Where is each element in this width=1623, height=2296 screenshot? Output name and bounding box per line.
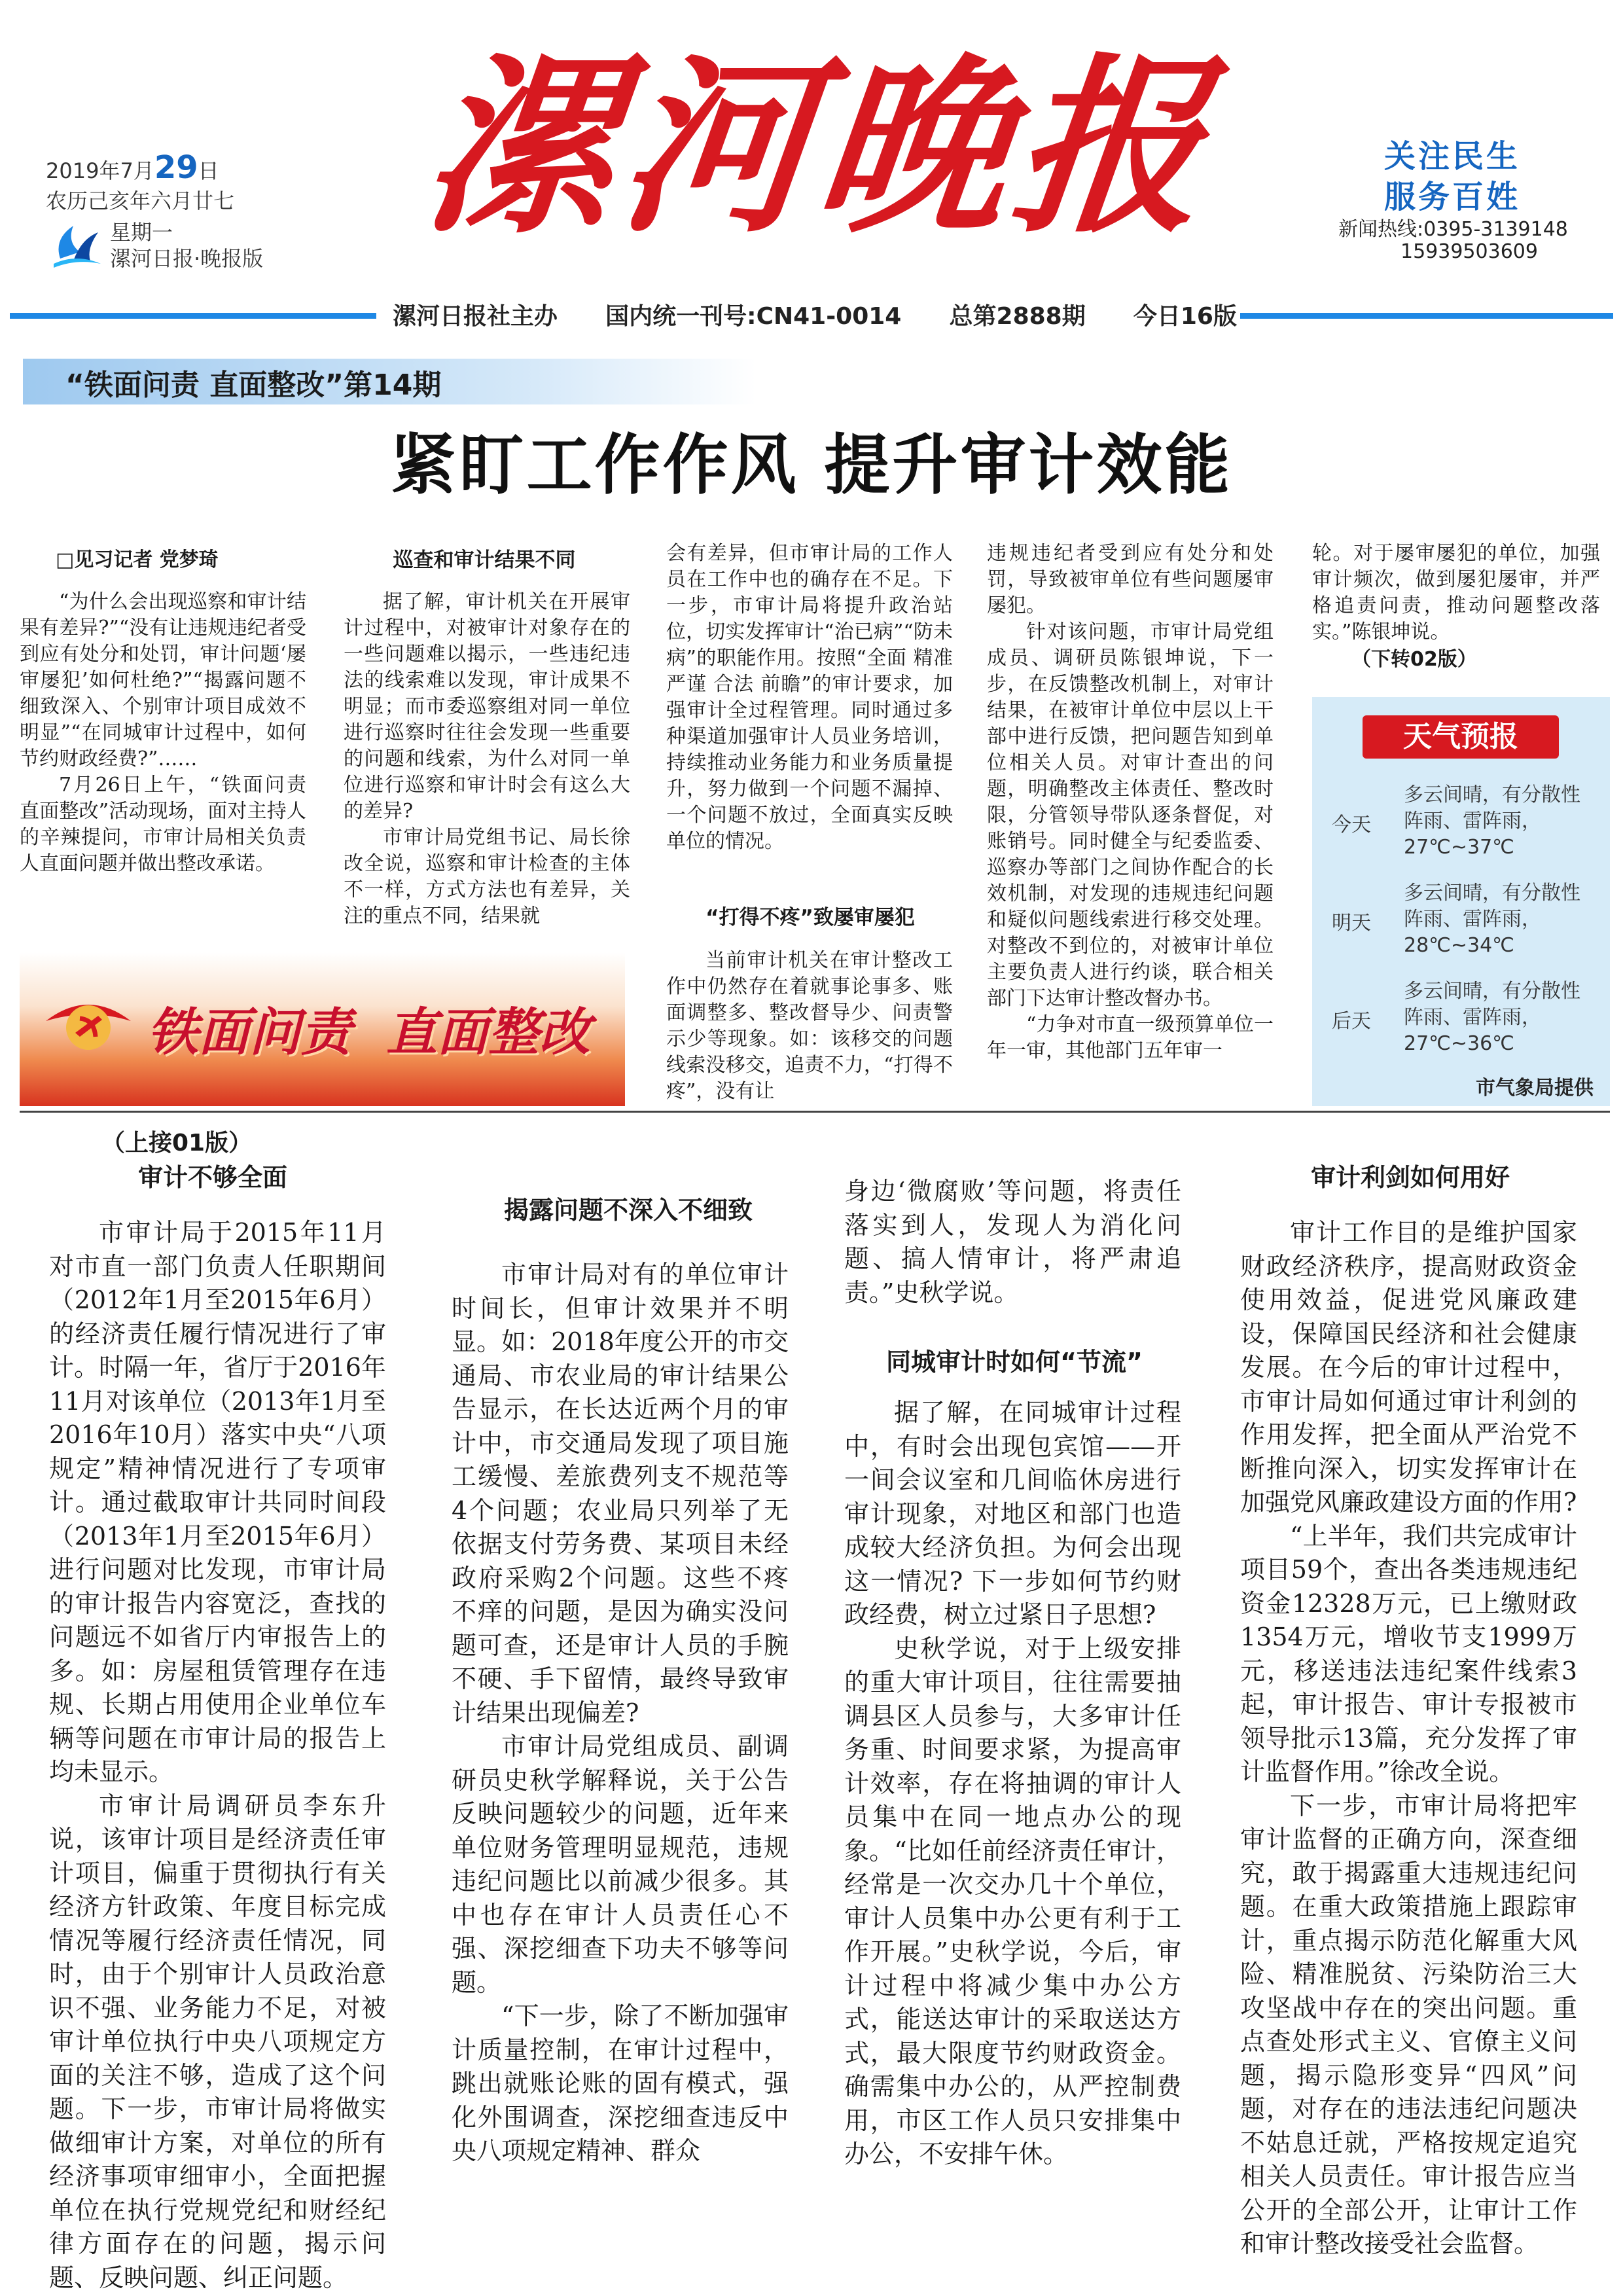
- news-hotline: 新闻热线:0395-3139148: [1338, 218, 1568, 241]
- main-headline: 紧盯工作作风 提升审计效能: [390, 427, 1233, 503]
- paragraph: “上半年，我们共完成审计项目59个，查出各类违规违纪资金12328万元，已上缴财政1354万元，增收节支1999万元，移送违法违纪案件线索3起，审计报告、审计专报被市领导批示13篇，充分发挥了审计监督作用。”徐改全说。: [1240, 1521, 1577, 1786]
- weather-desc: 多云间晴，有分散性阵雨、雷阵雨，27℃~36℃: [1404, 980, 1580, 1055]
- paragraph: 市审计局于2015年11月对市直一部门负责人任职期间（2012年1月至2015年6月）的经济责任履行情况进行了审计。时隔一年，省厅于2016年11月对该单位（2013年1月至2016年10月）落实中央“八项规定”精神情况进行了专项审计。通过截取审计共同时间段（2013年1月至2015年6月）进行问题对比发现，市审计局的审计报告内容宽泛，查找的问题远不如省厅内审报告上的多。如：房屋租赁管理存在违规、长期占用使用企业单位车辆等问题在市审计局的报告上均未显示。: [49, 1218, 386, 1786]
- weather-title: 天气预报: [1363, 715, 1559, 759]
- paragraph: 史秋学说，对于上级安排的重大审计项目，往往需要抽调县区人员参与，大多审计任务重、时间要求紧，为提高审计效率，存在将抽调的审计人员集中在同一地点办公的现象。“比如任前经济责任审计，经常是一次交办几十个单位，审计人员集中办公更有利于工作开展。”史秋学说，今后，审计过程中将减少集中办公方式，能送达审计的采取送达方式，最大限度节约财政资金。确需集中办公的，从严控制费用，市区工作人员只安排集中办公，不安排午休。: [844, 1634, 1181, 2168]
- lower-col4: [1240, 1216, 1577, 2261]
- paragraph: 当前审计机关在审计整改工作中仍然存在着就事论事多、账面调整多、整改督导少、问责警示少等现象。如：该移交的问题线索没移交，追责不力，“打得不疼”，没有让: [666, 949, 953, 1103]
- paragraph: 审计工作目的是维护国家财政经济秩序，提高财政资金使用效益，促进党风廉政建设，保障国民经济和社会健康发展。在今后的审计过程中，市审计局如何通过审计利剑的作用发挥，把全面从严治党不断推向深入，切实发挥审计在加强党风廉政建设方面的作用?: [1240, 1218, 1577, 1516]
- lower-col1: [49, 1216, 386, 2295]
- masthead-rule-right: [1240, 313, 1613, 319]
- page-count: 今日16版: [1133, 303, 1237, 330]
- weekday: 星期一: [110, 220, 173, 245]
- upper-col5: [1312, 541, 1600, 645]
- masthead-info-strip: [393, 298, 1237, 331]
- news-hotline-mobile: 15939503609: [1400, 240, 1538, 263]
- weather-desc: 多云间晴，有分散性阵雨、雷阵雨，28℃~34℃: [1404, 882, 1580, 957]
- paragraph: “下一步，除了不断加强审计质量控制，在审计过程中，跳出就账论账的固有模式，强化外围调查，深挖细查违反中央八项规定精神、群众: [452, 2001, 789, 2165]
- paragraph: 针对该问题，市审计局党组成员、调研员陈银坤说，下一步，在反馈整改机制上，对审计结果，在被审计单位中层以上干部中进行反馈，把问题告知到单位相关人员。对审计查出的问题，明确整改主体责任、整改时限，分管领导带队逐条督促，对账销号。同时健全与纪委监委、巡察办等部门之间协作配合的长效机制，对发现的违规违纪问题和疑似问题线索进行移交处理。对整改不到位的，对被审计单位主要负责人进行约谈，联合相关部门下达审计整改督办书。: [987, 620, 1274, 1010]
- masthead-date: 2019年7月29日: [46, 149, 219, 186]
- lower-col3b: [844, 1396, 1181, 2172]
- newspaper-emblem-icon: [47, 213, 103, 272]
- upper-col1: [20, 589, 306, 877]
- paragraph: 市审计局党组书记、局长徐改全说，巡察和审计检查的主体不一样，方式方法也有差异，关注的重点不同，结果就: [344, 826, 630, 927]
- upper-col3: [666, 541, 953, 855]
- paragraph: 市审计局对有的单位审计时间长，但审计效果并不明显。如：2018年度公开的市交通局、市农业局的审计结果公告显示，在长达近两个月的审计中，市交通局发现了项目施工缓慢、差旅费列支不规范等4个问题；农业局只列举了无依据支付劳务费、某项目未经政府采购2个问题。这些不疼不痒的问题，是因为确实没问题可查，还是审计人员的手腕不硬、手下留情，最终导致审计结果出现偏差?: [452, 1260, 789, 1727]
- section-divider: [20, 1111, 1610, 1113]
- upper-col2: [344, 589, 630, 929]
- lower-col2: [452, 1258, 789, 2168]
- subhead-not-comprehensive: 审计不够全面: [137, 1163, 287, 1192]
- subhead-save-costs: 同城审计时如何“节流”: [886, 1348, 1143, 1376]
- weather-day: 今天: [1332, 814, 1371, 836]
- weather-desc: 多云间晴，有分散性阵雨、雷阵雨，27℃~37℃: [1404, 783, 1580, 859]
- paragraph: 违规违纪者受到应有处分和处罚，导致被审单位有些问题屡审屡犯。: [987, 542, 1274, 617]
- paragraph: 会有差异，但市审计局的工作人员在工作中也的确存在不足。下一步，市审计局将提升政治站位，切实发挥审计“治已病”“防未病”的职能作用。按照“全面 精准 严谨 合法 前瞻”的审计要求，加强审计全过程管理。同时通过多种渠道加强审计人员业务培训，持续推动业务能力和业务质量提升，努力做到一个问题不漏掉、一个问题不放过，全面真实反映单位的情况。: [666, 542, 953, 853]
- subhead-inspection: 巡查和审计结果不同: [393, 548, 576, 572]
- paragraph: 轮。对于屡审屡犯的单位，加强审计频次，做到屡犯屡审，并严格追责问责，推动问题整改落实。”陈银坤说。: [1312, 542, 1600, 643]
- slogan-line2: 服务百姓: [1384, 179, 1521, 215]
- paragraph: 据了解，在同城审计过程中，有时会出现包宾馆——开一间会议室和几间临休房进行审计现象，对地区和部门也造成较大经济负担。为何会出现这一情况? 下一步如何节约财政经费，树立过紧日子思想?: [844, 1398, 1181, 1629]
- issn-label: 国内统一刊号:CN41-0014: [605, 303, 902, 330]
- upper-col4: [987, 541, 1274, 1064]
- paragraph: 据了解，审计机关在开展审计过程中，对被审计对象存在的一些问题难以揭示，一些违纪违法的线索难以发现，审计成果不明显；而市委巡察组对同一单位进行巡察时往往会发现一些重要的问题和线索，为什么对同一单位进行巡察和审计时会有这么大的差异?: [344, 590, 630, 823]
- paragraph: 市审计局党组成员、副调研员史秋学解释说，关于公告反映问题较少的问题，近年来单位财务管理明显规范，违规违纪问题比以前减少很多。其中也存在审计人员责任心不强、深挖细查下功夫不够等问题。: [452, 1732, 789, 1997]
- lower-col3a: [844, 1175, 1181, 1310]
- upper-col3b: [666, 948, 953, 1105]
- byline: □见习记者 党梦琦: [56, 548, 219, 571]
- paragraph: 下一步，市审计局将把牢审计监督的正确方向，深查细究，敢于揭露重大违规违纪问题。在重大政策措施上跟踪审计，重点揭示防范化解重大风险、精准脱贫、污染防治三大攻坚战中存在的突出问题。重点查处形式主义、官僚主义问题，揭示隐形变异“四风”问题，对存在的违法违纪问题决不姑息迁就，严格按规定追究相关人员责任。审计报告应当公开的全部公开，让审计工作和审计整改接受社会监督。: [1240, 1791, 1577, 2258]
- paragraph: 市审计局调研员李东升说，该审计项目是经济责任审计项目，偏重于贯彻执行有关经济方针政策、年度目标完成情况等履行经济责任情况，同时，由于个别审计人员政治意识不强、业务能力不足，对被审计单位执行中央八项规定方面的关注不够，造成了这个问题。下一步，市审计局将做实做细审计方案，对单位的所有经济事项审细审小，全面把握单位在执行党规党纪和财经纪律方面存在的问题，揭示问题、反映问题、纠正问题。: [49, 1791, 386, 2292]
- weather-credit: 市气象局提供: [1476, 1077, 1594, 1100]
- weather-box: [1312, 697, 1610, 1106]
- art-banner-text1: 铁面问责: [147, 1003, 352, 1062]
- paragraph: “为什么会出现巡察和审计结果有差异?”“没有让违规违纪者受到应有处分和处罚，审计问题‘屡审屡犯’如何杜绝?”“揭露问题不细致深入、个别审计项目成效不明显”“在同城审计过程中，如何节约财政经费?”……: [20, 590, 306, 770]
- masthead-rule-left: [10, 313, 376, 319]
- weather-day: 明天: [1332, 912, 1371, 935]
- weather-day: 后天: [1332, 1010, 1371, 1033]
- campaign-art-banner: [20, 952, 625, 1106]
- subhead-not-deep: 揭露问题不深入不细致: [503, 1196, 753, 1225]
- art-banner-text2: 直面整改: [386, 1003, 591, 1062]
- slogan-line1: 关注民生: [1384, 138, 1521, 175]
- paragraph: 7月26日上午，“铁面问责 直面整改”活动现场，面对主持人的辛辣提问，市审计局相关负责人直面问题并做出整改承诺。: [20, 774, 306, 875]
- edition-label: 漯河日报·晚报版: [110, 246, 264, 271]
- party-emblem-icon: [39, 982, 137, 1060]
- subhead-not-painful: “打得不疼”致屡审屡犯: [705, 906, 915, 929]
- subhead-audit-sword: 审计利剑如何用好: [1310, 1163, 1510, 1192]
- lunar-date: 农历己亥年六月廿七: [46, 188, 235, 213]
- continued-to-note: （下转02版）: [1351, 648, 1477, 671]
- newspaper-logo: 漯河晚报: [414, 36, 1222, 259]
- issue-number: 总第2888期: [949, 303, 1086, 330]
- paragraph: “力争对市直一级预算单位一年一审，其他部门五年审一: [987, 1013, 1274, 1062]
- series-banner: “铁面问责 直面整改”第14期: [65, 368, 442, 402]
- sponsor-label: 漯河日报社主办: [393, 303, 558, 330]
- continued-from-note: （上接01版）: [101, 1130, 253, 1157]
- paragraph: 身边‘微腐败’等问题，将责任落实到人，发现人为消化问题、搞人情审计，将严肃追责。”史秋学说。: [844, 1177, 1181, 1307]
